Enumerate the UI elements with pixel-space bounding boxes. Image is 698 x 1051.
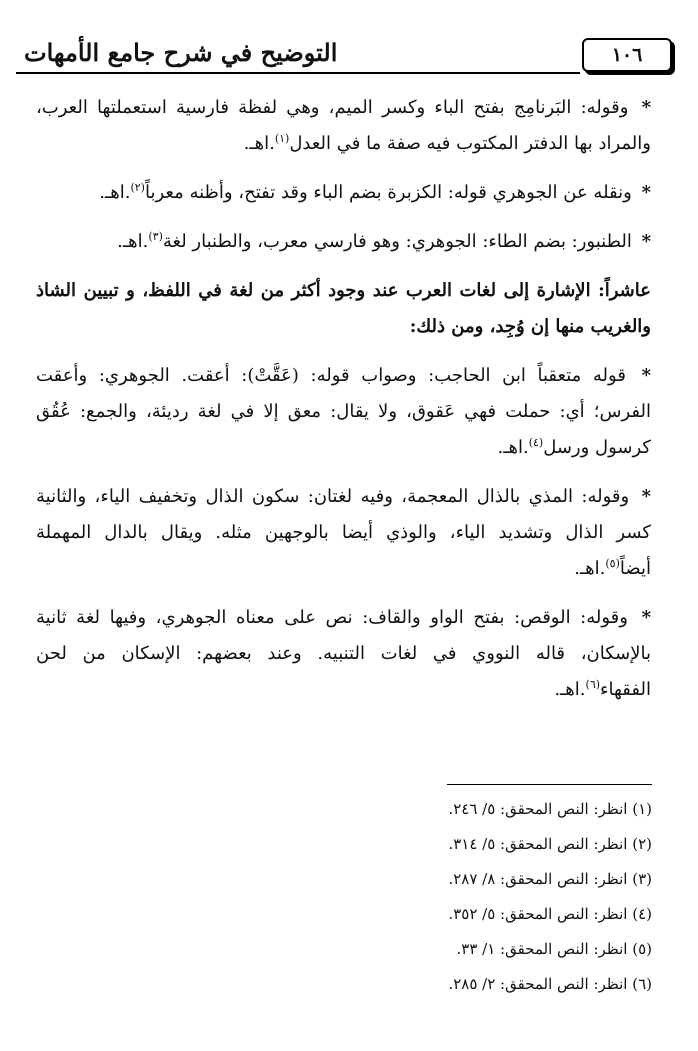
asterisk-bullet: *	[641, 486, 651, 507]
footnote-2: (٢) انظر: النص المحقق: ٥/ ٣١٤.	[448, 835, 652, 853]
paragraph-text: وقوله: البَرنامِج بفتح الباء وكسر الميم، وهي لفظة فارسية استعملتها العرب، والمراد بها الدفتر المكتوب فيه صفة ما في العدل	[36, 97, 651, 154]
footnote-4: (٤) انظر: النص المحقق: ٥/ ٣٥٢.	[448, 905, 652, 923]
footnote-3: (٣) انظر: النص المحقق: ٨/ ٢٨٧.	[448, 870, 652, 888]
footnote-ref: (١)	[274, 132, 290, 145]
asterisk-bullet: *	[641, 365, 651, 386]
header-rule	[16, 72, 580, 74]
footnote-ref: (٤)	[528, 436, 544, 449]
footnote-1: (١) انظر: النص المحقق: ٥/ ٢٤٦.	[448, 800, 652, 818]
paragraph-tail: .اهـ.	[554, 679, 586, 700]
paragraph-1	[36, 90, 651, 162]
footnotes	[52, 792, 652, 1002]
paragraph-7	[36, 600, 651, 708]
paragraph-text: ونقله عن الجوهري قوله: الكزبرة بضم الباء وقد تفتح، وأظنه معرباً	[144, 182, 632, 203]
paragraph-text: وقوله: الوقص: بفتح الواو والقاف: نص على معناه الجوهري، وفيها لغة ثانية بالإسكان، قاله النووي في لغات التنبيه. وعند بعضهم: الإسكان من لحن الفقهاء	[36, 607, 651, 700]
paragraph-2	[36, 175, 651, 211]
footnote-separator	[447, 784, 652, 785]
paragraph-3	[36, 224, 651, 260]
asterisk-bullet: *	[641, 182, 651, 203]
paragraph-5	[36, 358, 651, 466]
paragraph-tail: .اهـ.	[574, 558, 606, 579]
paragraph-6	[36, 479, 651, 587]
page-number-text: ١٠٦	[611, 44, 643, 66]
section-heading-paragraph	[36, 273, 651, 345]
footnote-ref: (٦)	[585, 678, 601, 691]
footnote-ref: (٣)	[148, 230, 163, 243]
paragraph-tail: .اهـ.	[243, 133, 275, 154]
paragraph-text: وقوله: المذي بالذال المعجمة، وفيه لغتان: سكون الذال وتخفيف الياء، والثانية كسر الذال وتشديد الياء، والوذي أيضا بالوجهين مثله. ويقال بالدال المهملة أيضاً	[36, 486, 651, 579]
page-header	[16, 36, 672, 76]
paragraph-text: قوله متعقباً ابن الحاجب: وصواب قوله: (عَقَّتْ): أعقت. الجوهري: وأعقت الفرس؛ أي: حملت فهي عَقوق، ولا يقال: معق إلا في لغة رديئة، والجمع: عُقُق كرسول ورسل	[36, 365, 651, 458]
paragraph-tail: .اهـ.	[497, 437, 529, 458]
asterisk-bullet: *	[641, 607, 651, 628]
paragraph-tail: .اهـ.	[117, 231, 149, 252]
footnote-ref: (٥)	[605, 557, 620, 570]
asterisk-bullet: *	[641, 231, 651, 252]
footnote-5: (٥) انظر: النص المحقق: ١/ ٣٣.	[456, 940, 652, 958]
running-title: التوضيح في شرح جامع الأمهات	[24, 38, 338, 67]
paragraph-tail: .اهـ.	[99, 182, 131, 203]
page-number	[582, 38, 672, 72]
section-heading-text: عاشراً: الإشارة إلى لغات العرب عند وجود أكثر من لغة في اللفظ، و تبيين الشاذ والغريب منها إن وُجِد، ومن ذلك:	[36, 280, 651, 337]
footnote-6: (٦) انظر: النص المحقق: ٢/ ٢٨٥.	[448, 975, 652, 993]
main-text	[36, 90, 651, 721]
paragraph-text: الطنبور: بضم الطاء: الجوهري: وهو فارسي معرب، والطنبار لغة	[162, 231, 632, 252]
asterisk-bullet: *	[641, 97, 651, 118]
footnote-ref: (٢)	[130, 181, 145, 194]
